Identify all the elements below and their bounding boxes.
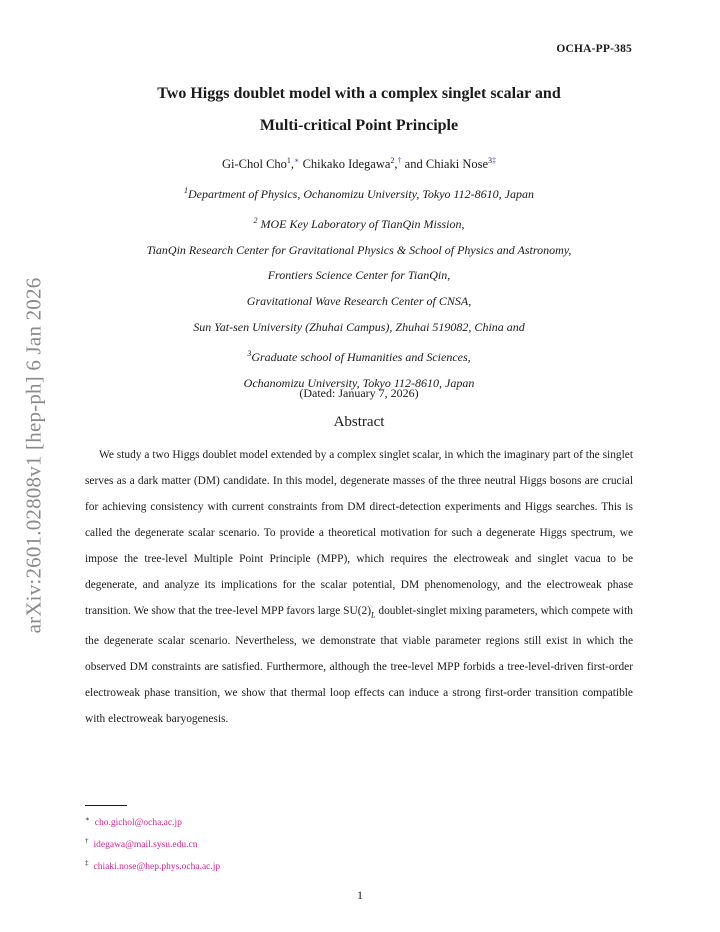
title-line-2: Multi-critical Point Principle xyxy=(259,117,459,134)
affiliation-text: Department of Physics, Ochanomizu University, Tokyo 112-8610, Japan xyxy=(188,187,534,201)
affiliation-text: Ochanomizu University, Tokyo 112-8610, Japan xyxy=(243,375,475,390)
arxiv-stamp xyxy=(14,255,54,655)
footnote-marker-link[interactable]: † xyxy=(397,156,402,165)
affiliation-line xyxy=(80,208,638,238)
author-name: Gi-Chol Cho xyxy=(221,157,287,172)
footnote-item xyxy=(85,854,220,876)
affiliation-marker: 2 xyxy=(390,156,395,165)
abstract-body xyxy=(85,442,633,732)
affiliation-text: MOE Key Laboratory of TianQin Mission, xyxy=(257,216,465,231)
affiliation-marker: 3 xyxy=(488,156,493,165)
affiliation-text: Graduate school of Humanities and Sciences, xyxy=(251,349,471,364)
affiliation-marker: 1 xyxy=(286,156,291,165)
affiliation-text: TianQin Research Center for Gravitational Physics & School of Physics and Astronomy, xyxy=(146,242,572,257)
affiliation-line xyxy=(80,315,638,341)
email-link[interactable]: chiaki.nose@hep.phys.ocha.ac.jp xyxy=(93,862,221,873)
footnote-mark: † xyxy=(85,837,89,846)
author-name: Chiaki Nose xyxy=(425,157,489,172)
affiliation-text: Gravitational Wave Research Center of CNSA, xyxy=(246,294,472,309)
footnote-mark: ∗ xyxy=(85,815,90,823)
affiliation-text: Sun Yat-sen University (Zhuhai Campus), Zhuhai 519082, China and xyxy=(193,319,525,334)
author-list: Gi-Chol Cho$^1$,∗ Chikako Idegawa$^2$,† and Chiaki Nose$^{3\ddagger}$ xyxy=(221,156,497,172)
abstract-heading: Abstract xyxy=(333,414,385,430)
email-link[interactable]: cho.gichol@ocha.ac.jp xyxy=(94,818,182,829)
affiliation-sup: 2 xyxy=(253,215,258,225)
affiliation-line xyxy=(80,238,638,264)
author-conjunction: and xyxy=(404,157,423,172)
affiliation-sup: 1 xyxy=(184,186,189,195)
affiliation-line xyxy=(80,263,638,289)
affiliation-line xyxy=(80,289,638,315)
abstract-text-part-2: doublet-singlet mixing parameters, which compete with the degenerate scalar scenario. Nevertheless, we demonstrate that viable parameter regions still exist in which the observed DM constraints are satisfied. Furthermore, although the tree-level MPP forbids a tree-level-driven first-order electroweak phase transition, we show that thermal loop effects can induce a strong first-order transition compatible with electroweak baryogenesis. xyxy=(85,605,633,726)
footnote-item xyxy=(85,832,220,854)
footnote-divider xyxy=(85,805,127,806)
footnotes xyxy=(85,810,220,876)
abstract-subscript: L xyxy=(371,610,376,620)
footnote-marker-link[interactable]: ‡ xyxy=(492,156,497,165)
footnote-item xyxy=(85,810,220,832)
paper-title xyxy=(80,78,638,142)
abstract-text-part-1: We study a two Higgs doublet model extended by a complex singlet scalar, in which the imaginary part of the singlet serves as a dark matter (DM) candidate. In this model, degenerate masses of the three neutral Higgs bosons are crucial for achieving consistency with current constraints from DM direct-detection experiments and Higgs searches. This is called the degenerate scalar scenario. To provide a theoretical motivation for such a degenerate Higgs spectrum, we impose the tree-level Multiple Point Principle (MPP), which requires the electroweak and singlet vacua to be degenerate, and analyze its implications for the scalar potential, DM phenomenology, and the electroweak phase transition. We show that the tree-level MPP favors large SU(2) xyxy=(85,449,633,617)
arxiv-stamp-text: arXiv:2601.02808v1 [hep-ph] 6 Jan 2026 xyxy=(21,277,46,633)
page-number: 1 xyxy=(357,888,363,902)
affiliation-line xyxy=(80,341,638,371)
affiliation-sup: 3 xyxy=(247,348,252,358)
affiliation-text: Frontiers Science Center for TianQin, xyxy=(267,268,451,283)
footnote-mark: ‡ xyxy=(85,859,89,868)
footnote-marker-link[interactable]: ∗ xyxy=(294,156,300,165)
report-number: OCHA-PP-385 xyxy=(556,43,632,55)
affiliation-line xyxy=(80,178,638,208)
title-line-1: Two Higgs doublet model with a complex singlet scalar and xyxy=(157,85,561,102)
date-line: (Dated: January 7, 2026) xyxy=(299,386,419,400)
email-link[interactable]: idegawa@mail.sysu.edu.cn xyxy=(93,840,198,851)
affiliations xyxy=(80,178,638,396)
author-name: Chikako Idegawa xyxy=(302,157,391,172)
